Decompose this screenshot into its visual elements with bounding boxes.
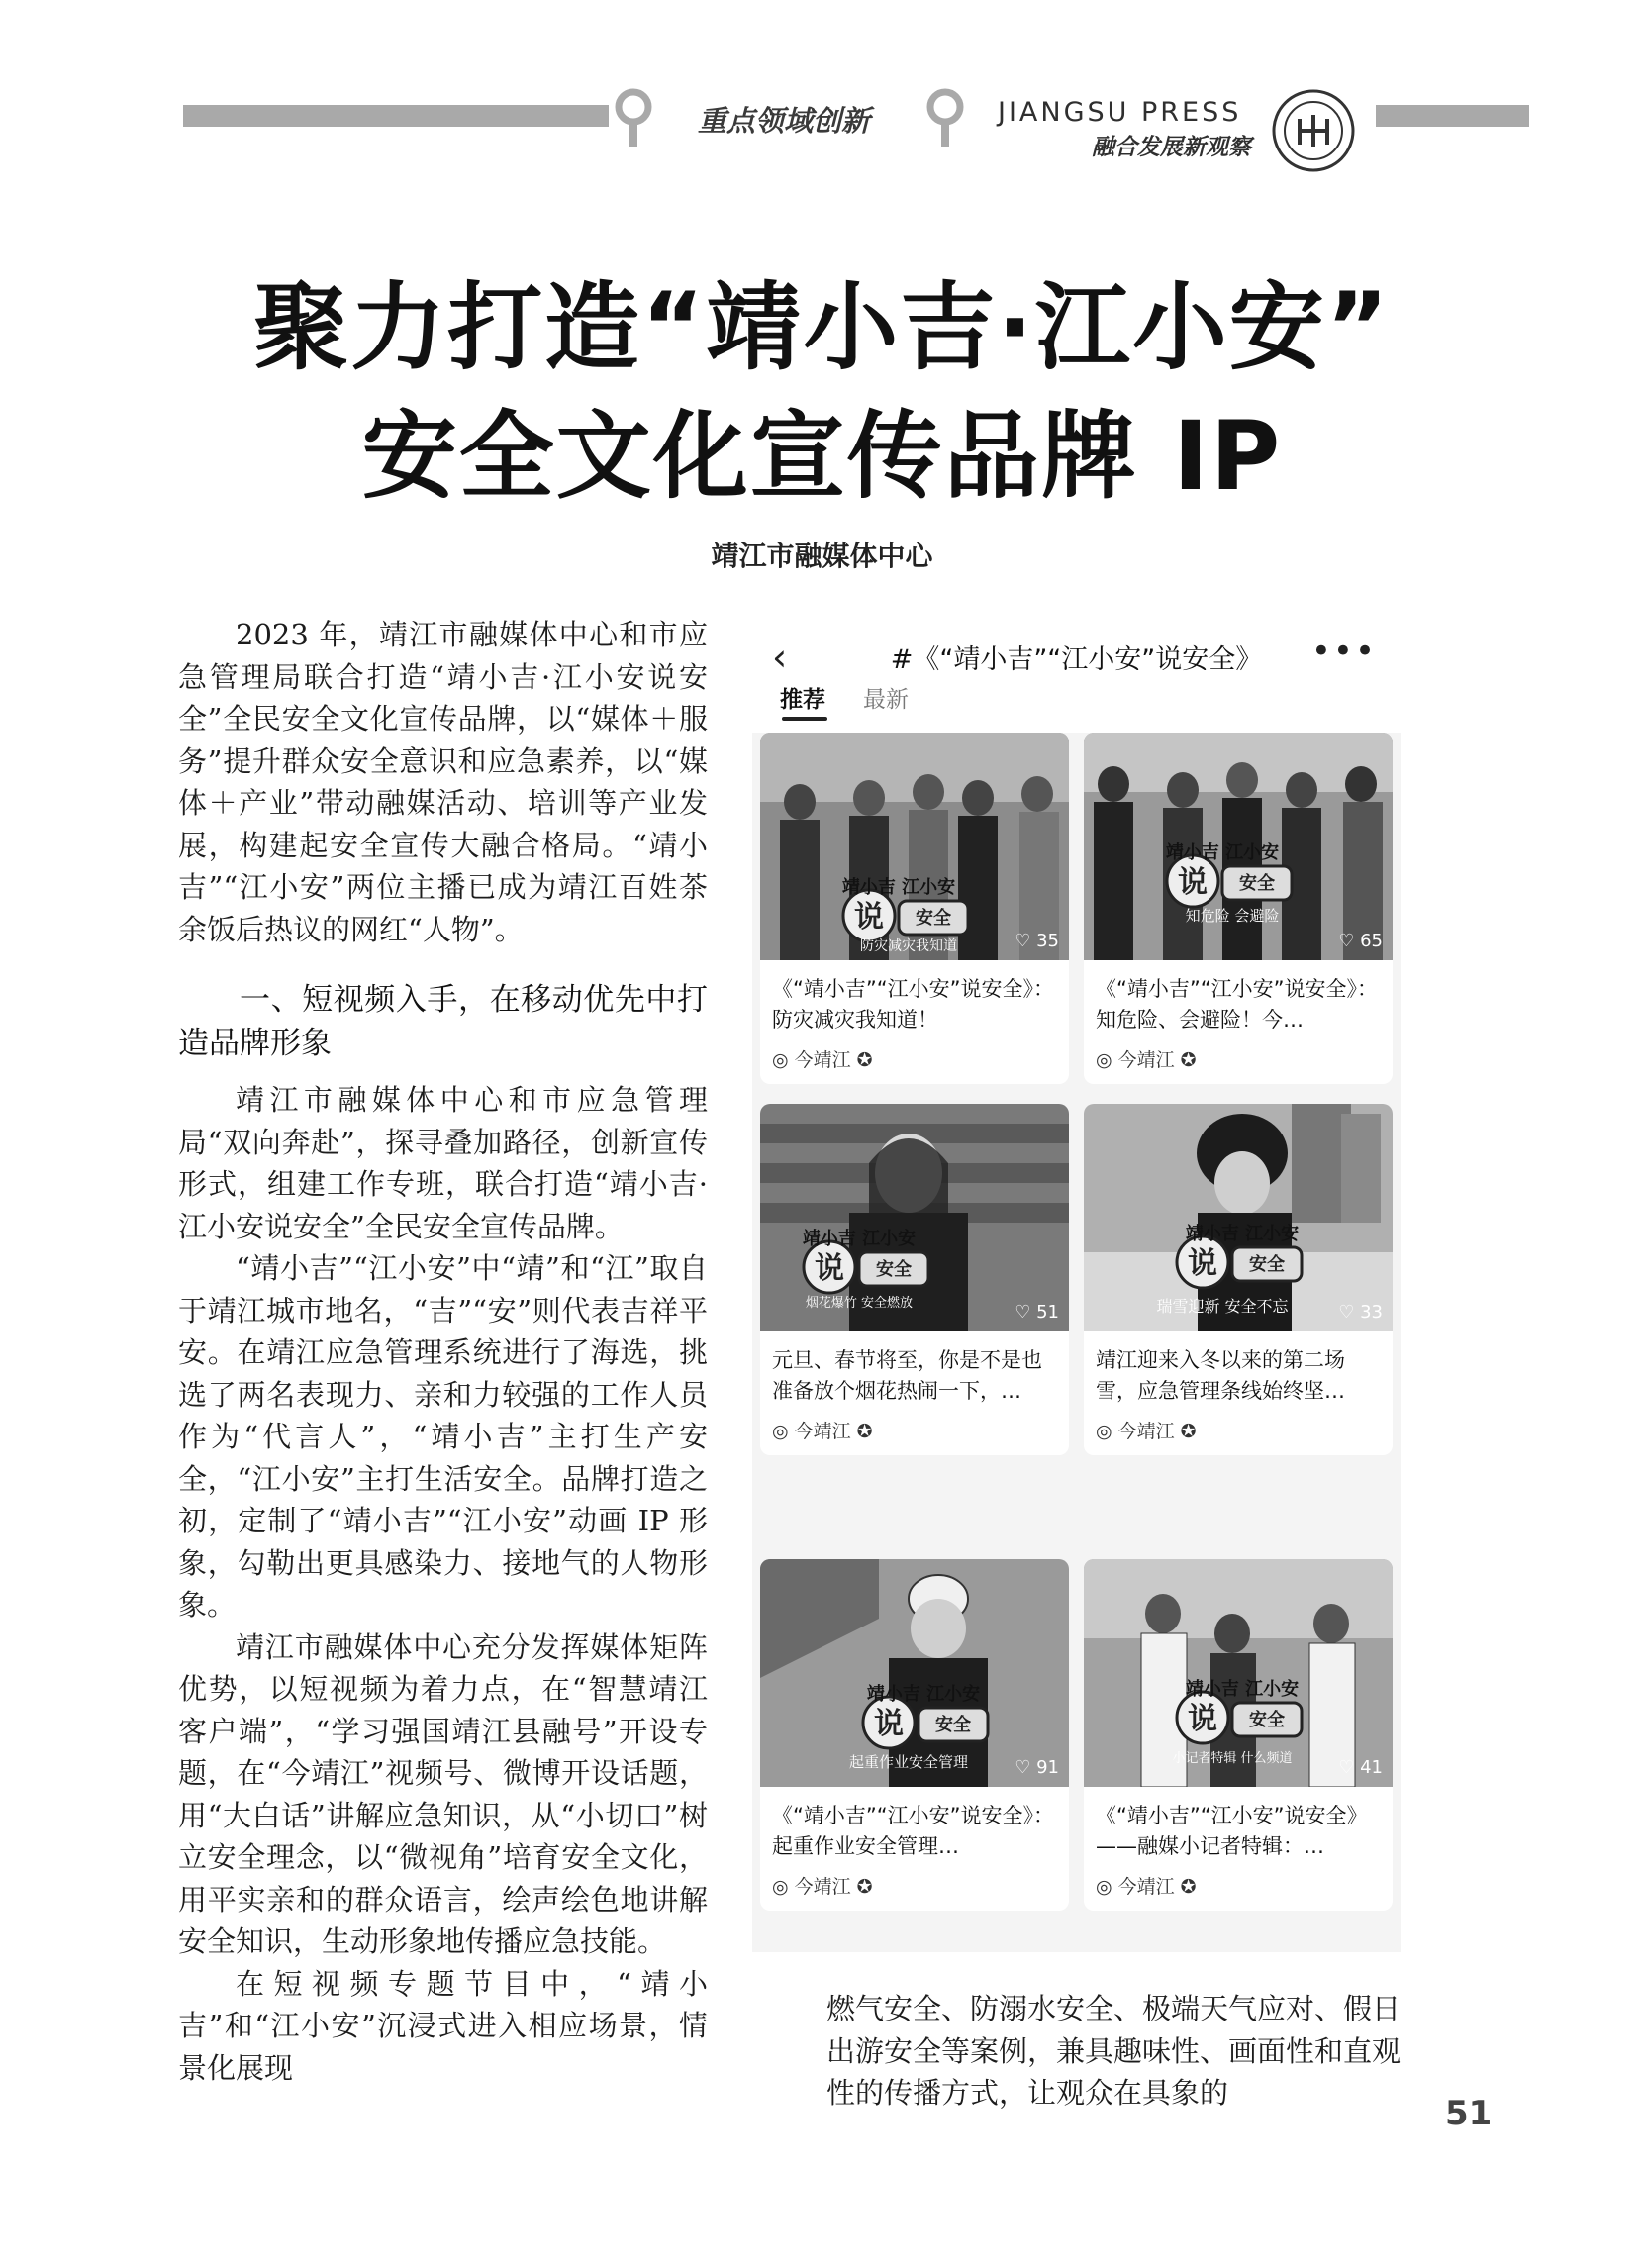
svg-text:安全: 安全 (1249, 1710, 1285, 1730)
brand-chinese: 融合发展新观察 (1092, 135, 1251, 160)
video-caption: 《“靖小吉”“江小安”说安全》：起重作业安全管理… (772, 1804, 1055, 1858)
like-count: ♡ 91 (1015, 1757, 1059, 1778)
svg-text:说: 说 (815, 1251, 844, 1286)
article-body-left-column (178, 614, 708, 2089)
like-count: ♡ 41 (1338, 1757, 1383, 1778)
video-card[interactable] (760, 1104, 1069, 1455)
map-pin-icon (925, 87, 965, 150)
svg-text:靖小吉 江小安: 靖小吉 江小安 (841, 877, 956, 898)
svg-text:安全: 安全 (1239, 873, 1275, 894)
video-caption: 元旦、春节将至，你是不是也准备放个烟花热闹一下，… (772, 1348, 1042, 1403)
paragraph: 在短视频专题节目中，“靖小吉”和“江小安”沉浸式进入相应场景，情景化展现 (178, 1966, 708, 2085)
svg-text:说: 说 (1178, 865, 1208, 900)
header-bar-left (183, 105, 609, 127)
paragraph: “靖小吉”“江小安”中“靖”和“江”取自于靖江城市地名，“吉”“安”则代表吉祥平安。在靖江应急管理系统进行了海选，挑选了两名表现力、亲和力较强的工作人员作为“代言人”，“靖小吉”主打生产安全，“江小安”主打生活安全。品牌打造之初，定制了“靖小吉”“江小安”动画 IP 形象，勾勒出更具感染力、接地气的人物形象。 (178, 1251, 708, 1622)
paragraph: 靖江市融媒体中心和市应急管理局“双向奔赴”，探寻叠加路径，创新宣传形式，组建工作专班，联合打造“靖小吉·江小安说安全”全民安全宣传品牌。 (178, 1083, 708, 1243)
video-card[interactable] (760, 1559, 1069, 1911)
section-heading: 一、短视频入手，在移动优先中打造品牌形象 (178, 982, 708, 1061)
like-count: ♡ 35 (1015, 931, 1059, 951)
video-caption: 《“靖小吉”“江小安”说安全》——融媒小记者特辑：… (1096, 1804, 1368, 1858)
video-card[interactable] (1084, 733, 1393, 1084)
svg-text:瑞雪迎新 安全不忘: 瑞雪迎新 安全不忘 (1156, 1297, 1289, 1316)
like-count: ♡ 65 (1338, 931, 1383, 951)
video-thumbnail (1084, 1104, 1393, 1331)
video-caption: 《“靖小吉”“江小安”说安全》：防灾减灾我知道！ (772, 977, 1055, 1032)
topic-title: #《“靖小吉”“江小安”说安全》 (890, 644, 1263, 675)
article-title-line2: 安全文化宣传品牌 IP (361, 401, 1283, 512)
video-caption: 靖江迎来入冬以来的第二场雪，应急管理条线始终坚… (1096, 1348, 1345, 1403)
video-thumbnail (1084, 733, 1393, 960)
video-card[interactable] (1084, 1559, 1393, 1911)
video-thumbnail (760, 1104, 1069, 1331)
video-thumbnail (760, 733, 1069, 960)
svg-text:说: 说 (854, 900, 884, 935)
tab-recommended[interactable]: 推荐 (780, 687, 825, 713)
tab-indicator (782, 717, 827, 721)
svg-text:靖小吉 江小安: 靖小吉 江小安 (1185, 1679, 1300, 1700)
like-count: ♡ 51 (1015, 1302, 1059, 1323)
svg-text:知危险 会避险: 知危险 会避险 (1185, 907, 1280, 925)
article-body-right-column (826, 1988, 1401, 2115)
svg-text:说: 说 (1188, 1246, 1217, 1281)
svg-text:起重作业安全管理: 起重作业安全管理 (848, 1753, 969, 1771)
page-number: 51 (1445, 2094, 1493, 2133)
article-byline: 靖江市融媒体中心 (711, 540, 933, 572)
svg-text:安全: 安全 (876, 1259, 912, 1280)
brand-english: JIANGSU PRESS (998, 97, 1242, 128)
video-source: ◎ 今靖江 ✪ (772, 1876, 873, 1898)
section-label: 重点领域创新 (698, 104, 871, 138)
svg-text:安全: 安全 (1249, 1254, 1285, 1275)
svg-text:说: 说 (874, 1707, 904, 1741)
video-card[interactable] (760, 733, 1069, 1084)
like-count: ♡ 33 (1338, 1302, 1383, 1323)
svg-text:小记者特辑 什么频道: 小记者特辑 什么频道 (1172, 1751, 1293, 1766)
map-pin-icon (614, 87, 653, 150)
svg-text:靖小吉 江小安: 靖小吉 江小安 (1185, 1224, 1300, 1244)
video-source: ◎ 今靖江 ✪ (772, 1421, 873, 1442)
chevron-left-icon[interactable]: ‹ (772, 636, 788, 679)
video-source: ◎ 今靖江 ✪ (1096, 1049, 1197, 1071)
article-title-line1: 聚力打造“靖小吉·江小安” (253, 272, 1391, 383)
paragraph: 2023 年，靖江市融媒体中心和市应急管理局联合打造“靖小吉·江小安说安全”全民安全文化宣传品牌，以“媒体＋服务”提升群众安全意识和应急素养，以“媒体＋产业”带动融媒活动、培训等产业发展，构建起安全宣传大融合格局。“靖小吉”“江小安”两位主播已成为靖江百姓茶余饭后热议的网红“人物”。 (178, 618, 708, 946)
video-card[interactable] (1084, 1104, 1393, 1455)
svg-text:安全: 安全 (935, 1715, 971, 1735)
tab-latest[interactable]: 最新 (863, 687, 909, 713)
video-thumbnail (1084, 1559, 1393, 1787)
svg-text:靖小吉 江小安: 靖小吉 江小安 (802, 1229, 917, 1249)
svg-text:安全: 安全 (916, 908, 951, 929)
journal-seal-logo (1272, 89, 1355, 172)
app-top-bar (752, 614, 1401, 733)
video-source: ◎ 今靖江 ✪ (1096, 1876, 1197, 1898)
video-source: ◎ 今靖江 ✪ (772, 1049, 873, 1071)
svg-text:靖小吉 江小安: 靖小吉 江小安 (1165, 842, 1280, 863)
svg-text:靖小吉 江小安: 靖小吉 江小安 (866, 1684, 981, 1705)
paragraph: 燃气安全、防溺水安全、极端天气应对、假日出游安全等案例，兼具趣味性、画面性和直观性的传播方式，让观众在具象的 (826, 1992, 1402, 2110)
header-bar-right (1376, 105, 1529, 127)
svg-text:防灾减灾我知道: 防灾减灾我知道 (860, 938, 957, 954)
more-icon[interactable]: ••• (1310, 632, 1377, 671)
svg-text:说: 说 (1188, 1702, 1217, 1736)
app-screenshot-figure (752, 614, 1401, 1952)
video-thumbnail (760, 1559, 1069, 1787)
video-source: ◎ 今靖江 ✪ (1096, 1421, 1197, 1442)
video-caption: 《“靖小吉”“江小安”说安全》：知危险、会避险！今… (1096, 977, 1379, 1032)
svg-text:烟花爆竹 安全燃放: 烟花爆竹 安全燃放 (805, 1296, 914, 1311)
paragraph: 靖江市融媒体中心充分发挥媒体矩阵优势，以短视频为着力点，在“智慧靖江客户端”，“学习强国靖江县融号”开设专题，在“今靖江”视频号、微博开设话题，用“大白话”讲解应急知识，从“小切口”树立安全理念，以“微视角”培育安全文化，用平实亲和的群众语言，绘声绘色地讲解安全知识，生动形象地传播应急技能。 (178, 1629, 708, 1958)
